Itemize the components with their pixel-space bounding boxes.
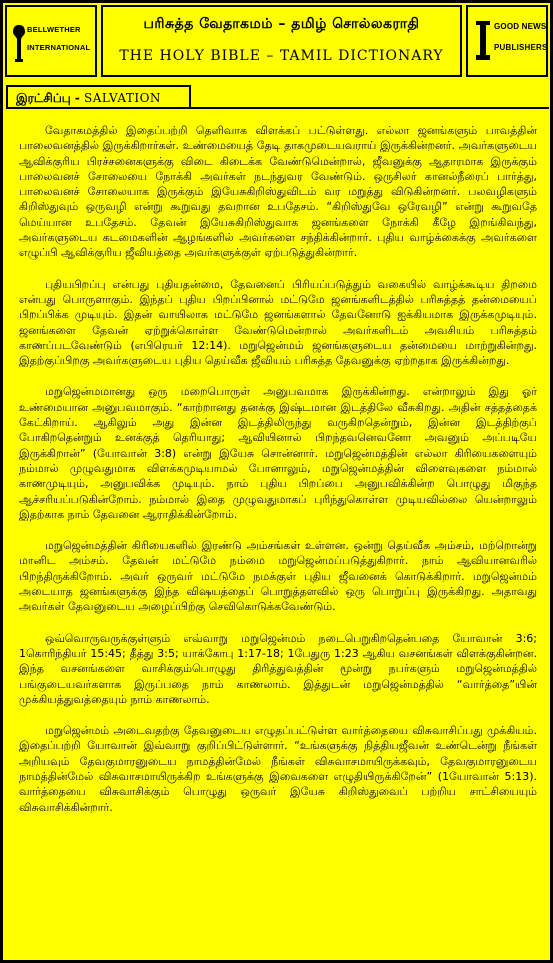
bellwether-logo-line1: BELLWETHER (27, 25, 81, 34)
paragraph: வேதாகமத்தில் இதைப்பற்றி தெளிவாக விளக்கப் பட்டுள்ளது. எல்லா ஜனங்களும் பாவத்தின் பாலைவனத்தில் இருக்கிறார்கள். உண்மையைத் தேடி தாகமுடையவராய் இருக்கின்றனர். அவர்களுடைய ஆவிக்குரிய பிரச்சனைகளுக்கு விடை கிடைக்க வேண்டுமென்றால், ஜீவனுக்கு ஆதாரமாக இருக்கும் பாலைவனச் சோலையை நோக்கி அவர்கள் நடந்துவர வேண்டும். ஒருசிலர் கானல்நீரைப் பார்த்து, பாலைவனச் சோலையாக இருக்கும் இயேசுகிறிஸ்துவிடம் வர மறுத்து விடுகின்றனர். பலவழிகளும் கிறிஸ்துவும் ஒருவழி என்று கூறுவது தவறான உபதேசம். “கிறிஸ்துவே ஒரேவழி” என்று கூறுவதே மெய்யான உபதேசம். தேவன் இயேசுகிறிஸ்துவாக ஜனங்களை நோக்கி கீழே இறங்கிவந்து, அவர்களுடைய கடமைகளின் ஆழங்களில் அவர்களை சந்திக்கின்றார். புதிய வாழ்க்கைக்கு அவர்களை எழுப்பி ஆவிக்குரிய ஜீவியத்தை அவர்களுக்குள் ஏற்படுத்துகின்றார். (19, 124, 537, 260)
section-divider (189, 107, 549, 109)
header (3, 3, 550, 80)
title-english: THE HOLY BIBLE – TAMIL DICTIONARY (119, 48, 444, 64)
book-icon (474, 19, 492, 63)
paragraph: புதியபிறப்பு என்பது புதியதன்மை, தேவனைப் பிரியப்படுத்தும் வகையில் வாழ்க்கூடிய திறமை என்பது பொருளாகும். இந்தப் புதிய பிறப்பினால் மட்டுமே ஜனங்களிடத்தில் பரிசுத்தத் தன்மையைப் பிறப்பிக்க முடியும். இதன் வாயிலாக மட்டுமே ஜனங்களால் தேவனோடு ஐக்கியமாக இருக்கமுடியும். ஜனங்களை தேவன் ஏற்றுக்கொள்ள வேண்டுமென்றால் அவர்களிடம் அவசியம் பரிசுத்தம் காணப்படவேண்டும் (எபிரெயர் 12:14). மறுஜென்மம் ஜனங்களுடைய தன்மையை மாற்றுகின்றது. இதற்குப்பிறகு அவர்களுடைய புதிய தெய்வீக ஜீவியம் பரிசுத்த தேவனுக்கு ஏற்றதாக இருக்கின்றது. (19, 277, 537, 368)
good-news-logo-line1: GOOD NEWS (494, 22, 547, 31)
bellwether-logo-text (27, 24, 90, 53)
title-box (101, 5, 462, 77)
paragraph: ஒவ்வொருவருக்குள்ளும் எவ்வாறு மறுஜென்மம் நடைபெறுகிறதென்பதை யோவான் 3:6; 1கொரிந்தியர் 15:45; தீத்து 3:5; யாக்கோபு 1:17-18; 1பேதுரு 1:23 ஆகிய வசனங்கள் விளக்குகின்றன. இந்த வசனங்களை வாசிக்கும்பொழுது திரித்துவத்தின் மூன்று நபர்களும் மறுஜென்மத்தில் பங்குடையவர்களாக இருப்பதை நாம் காணலாம். இத்துடன் மறுஜென்மத்தில் “வார்த்தை”யின் முக்கியத்துவத்தையும் நாம் காணலாம். (19, 631, 537, 706)
ram-head-icon (11, 23, 27, 63)
good-news-logo-line2: PUBLISHERS (494, 43, 548, 52)
bellwether-logo-line2: INTERNATIONAL (27, 43, 91, 52)
paragraph: மறுஜென்மம் அடைவதற்கு தேவனுடைய எழுதப்பட்டுள்ள வார்த்தையை விசுவாசிப்பது முக்கியம். இதைப்பற்றி யோவான் இவ்வாறு குறிப்பிட்டுள்ளார். “உங்களுக்கு நித்தியஜீவன் உண்டென்று நீங்கள் அறியவும் தேவகுமாரனுடைய நாமத்தின்மேல் நீங்கள் விசுவாசமாயிருக்கவும், தேவகுமாரனுடைய நாமத்தின்மேல் விசுவாசமாயிருக்கிற உங்களுக்கு இவைகளை எழுதியிருக்கிறேன்” (1யோவான் 5:13). வார்த்தையை விசுவாசிக்கும் பொழுது ஒருவர் இயேசு கிறிஸ்துவைப் பற்றிய சாட்சியையும் விசுவாசிக்கின்றார். (19, 724, 537, 814)
good-news-logo-text (494, 21, 548, 53)
section-title-tamil: இரட்சிப்பு (16, 91, 71, 105)
section-separator: - (74, 91, 80, 105)
section-title (6, 85, 191, 109)
section-header (6, 85, 547, 110)
paragraph: மறுஜென்மத்தின் கிரியைகளில் இரண்டு அம்சங்கள் உள்ளன. ஒன்று தெய்வீக அம்சம், மற்றொன்று மானிட அம்சம். தேவன் மட்டுமே நம்மை மறுஜென்மப்படுத்துகிறார். நாம் ஆவியானவரில் பிறந்திருக்கிறோம். அவர் ஒருவர் மட்டுமே நமக்குள் புதிய ஜீவனைக் கொடுக்கிறார். மறுஜென்மம் அடையாத ஜனங்களுக்கு இந்த விஷயத்தைப் பொறுத்தளவில் ஒரு பொறுப்பு இருக்கிறது. அதாவது அவர்கள் தேவனுடைய அழைப்பிற்கு செவிகொடுக்கவேண்டும். (19, 539, 537, 614)
paragraph: மறுஜென்மமானது ஒரு மறைபொருள் அனுபவமாக இருக்கின்றது. என்றாலும் இது ஓர் உண்மையான அனுபவமாகும். “காற்றானது தனக்கு இஷ்டமான இடத்திலே வீசுகிறது. அதின் சத்தத்தைக் கேட்கிறாய். ஆகிலும் அது இன்ன இடத்திலிருந்து வருகிறதென்றும், இன்ன இடத்திற்குப் போகிறதென்றும் உனக்குத் தெரியாது; ஆவியினால் பிறந்தவனெவனோ அவனும் அப்படியே இருக்கிறான்” (யோவான் 3:8) என்று இயேசு சொன்னார். மறுஜென்மத்தின் எல்லா கிரியைகளையும் நம்மால் முழுவதுமாக விளக்கமுடியாமல் போனாலும், மறுஜென்மத்தின் விளைவுகளை நம்மால் காணமுடியும், அனுபவிக்க முடியும். நாம் புதிய பிறப்பை அனுபவிக்கின்ற பொழுது மிகுந்த ஆச்சரியப்படுகின்றோம். நம்மால் இதை முழுவதுமாகப் புரிந்துகொள்ள முடியவில்லை யென்றாலும் இதற்காக நாம் தேவனை ஆராதிக்கின்றோம். (19, 385, 537, 521)
bellwether-logo (5, 5, 97, 77)
section-title-english: SALVATION (84, 91, 161, 105)
article-body (19, 123, 537, 831)
title-tamil: பரிசுத்த வேதாகமம் – தமிழ் சொல்லகராதி (143, 16, 420, 32)
good-news-logo (466, 5, 548, 77)
